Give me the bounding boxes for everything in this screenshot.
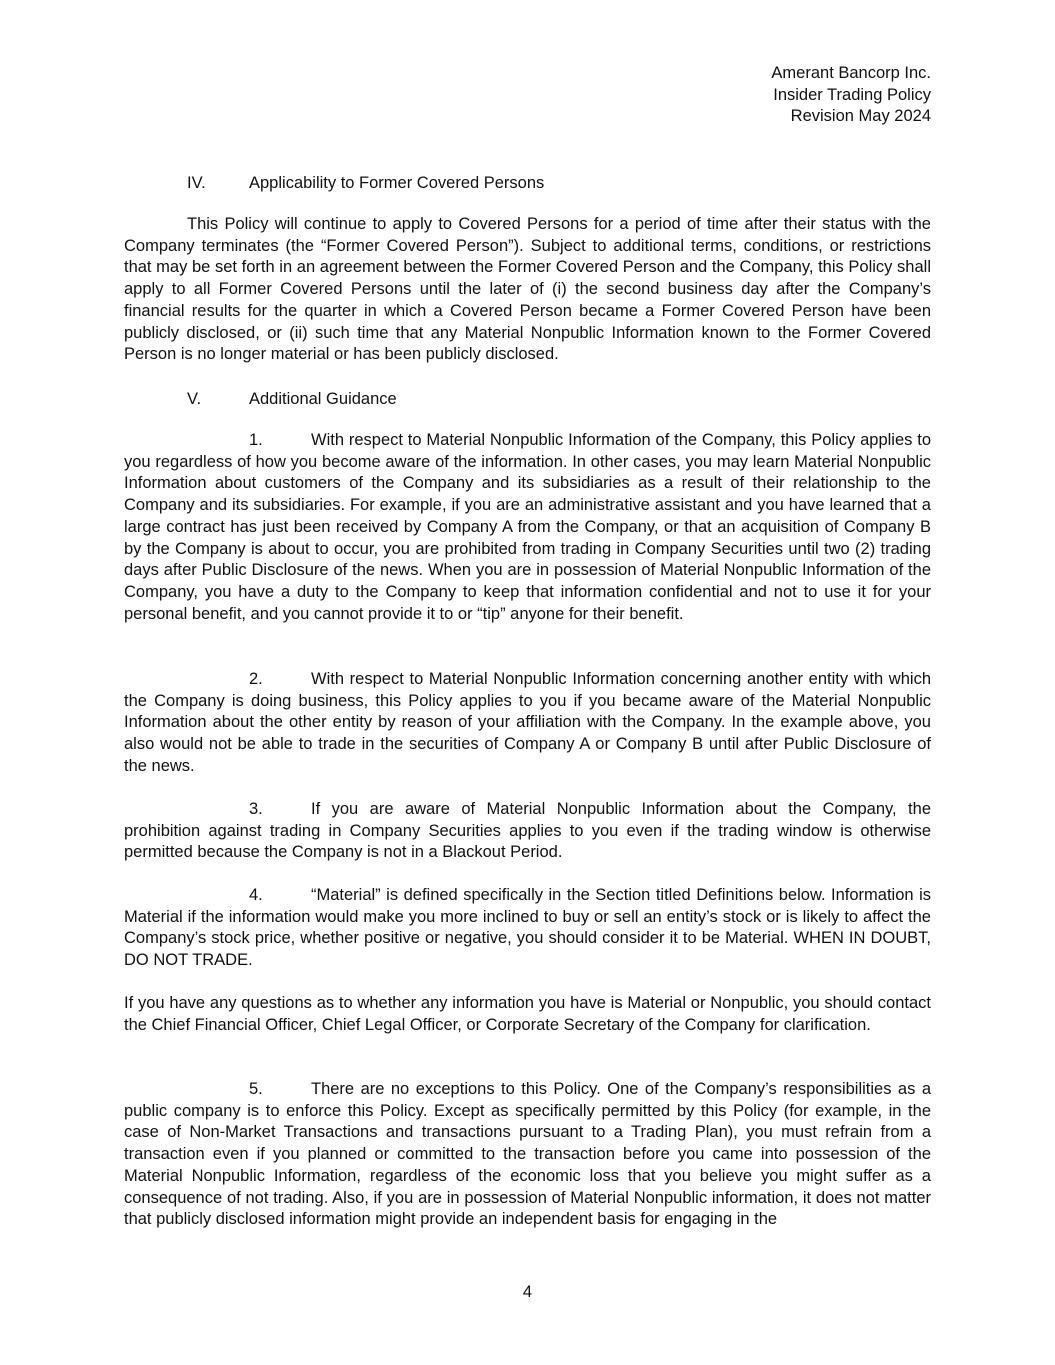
guidance-item-5-number: 5.	[249, 1080, 263, 1098]
company-name: Amerant Bancorp Inc.	[771, 64, 931, 82]
page-number: 4	[522, 1283, 533, 1301]
section-iv-number: IV.	[187, 174, 206, 192]
guidance-item-1	[124, 430, 931, 625]
guidance-item-3	[124, 799, 931, 864]
document-header	[771, 63, 931, 128]
document-page	[124, 0, 931, 1365]
section-iv-heading	[187, 172, 544, 194]
guidance-item-4	[124, 885, 931, 972]
guidance-item-3-number: 3.	[249, 800, 263, 818]
guidance-item-2-number: 2.	[249, 670, 263, 688]
guidance-item-1-text: With respect to Material Nonpublic Information of the Company, this Policy applies to you regardless of how you become aware of the information. In other cases, you may learn Material Nonpublic Information about customers of the Company and its subsidiaries as a result of their relationship to the Company and its subsidiaries. For example, if you are an administrative assistant and you have learned that a large contract has just been received by Company A from the Company, or that an acquisition of Company B by the Company is about to occur, you are prohibited from trading in Company Securities until two (2) trading days after Public Disclosure of the news. When you are in possession of Material Nonpublic Information of the Company, you have a duty to the Company to keep that information confidential and not to use it for your personal benefit, and you cannot provide it to or “tip” anyone for their benefit.	[124, 431, 931, 623]
revision-date: Revision May 2024	[790, 107, 931, 125]
guidance-item-2-text: With respect to Material Nonpublic Information concerning another entity with which the Company is doing business, this Policy applies to you if you became aware of the Material Nonpublic Information about the other entity by reason of your affiliation with the Company. In the example above, you also would not be able to trade in the securities of Company A or Company B until after Public Disclosure of the news.	[124, 670, 931, 775]
guidance-item-5-text: There are no exceptions to this Policy. One of the Company’s responsibilities as a public company is to enforce this Policy. Except as specifically permitted by this Policy (for example, in the case of Non-Market Transactions and transactions pursuant to a Trading Plan), you must refrain from a transaction even if you planned or committed to the transaction before you came into possession of the Material Nonpublic Information, regardless of the economic loss that you believe you might suffer as a consequence of not trading. Also, if you are in possession of Material Nonpublic information, it does not matter that publicly disclosed information might provide an independent basis for engaging in the	[124, 1080, 931, 1229]
policy-title: Insider Trading Policy	[773, 85, 931, 104]
section-iv-title: Applicability to Former Covered Persons	[249, 174, 545, 192]
questions-paragraph: If you have any questions as to whether any information you have is Material or Nonpublic, you should contact the Chief Financial Officer, Chief Legal Officer, or Corporate Secretary of the Company for clarification.	[124, 994, 931, 1034]
guidance-item-2	[124, 669, 931, 778]
guidance-item-4-number: 4.	[249, 886, 263, 904]
section-v-title: Additional Guidance	[249, 390, 397, 408]
former-covered-persons-paragraph: This Policy will continue to apply to Covered Persons for a period of time after their status with the Company terminates (the “Former Covered Person”). Subject to additional terms, conditions, or restrictions that may be set forth in an agreement between the Former Covered Person and the Company, this Policy shall apply to all Former Covered Persons until the later of (i) the second business day after the Company’s financial results for the quarter in which a Covered Person became a Former Covered Person have been publicly disclosed, or (ii) such time that any Material Nonpublic Information known to the Former Covered Person is no longer material or has been publicly disclosed.	[124, 215, 931, 364]
guidance-item-1-number: 1.	[249, 431, 263, 449]
section-v-number: V.	[187, 390, 202, 408]
guidance-item-4-text: “Material” is defined specifically in the Section titled Definitions below. Information is Material if the information would make you more inclined to buy or sell an entity’s stock or is likely to affect the Company’s stock price, whether positive or negative, you should consider it to be Material. WHEN IN DOUBT, DO NOT TRADE.	[124, 886, 931, 970]
guidance-item-3-text: If you are aware of Material Nonpublic Information about the Company, the prohibition against trading in Company Securities applies to you even if the trading window is otherwise permitted because the Company is not in a Blackout Period.	[124, 800, 931, 862]
guidance-item-5	[124, 1079, 931, 1231]
section-v-heading	[187, 388, 397, 410]
